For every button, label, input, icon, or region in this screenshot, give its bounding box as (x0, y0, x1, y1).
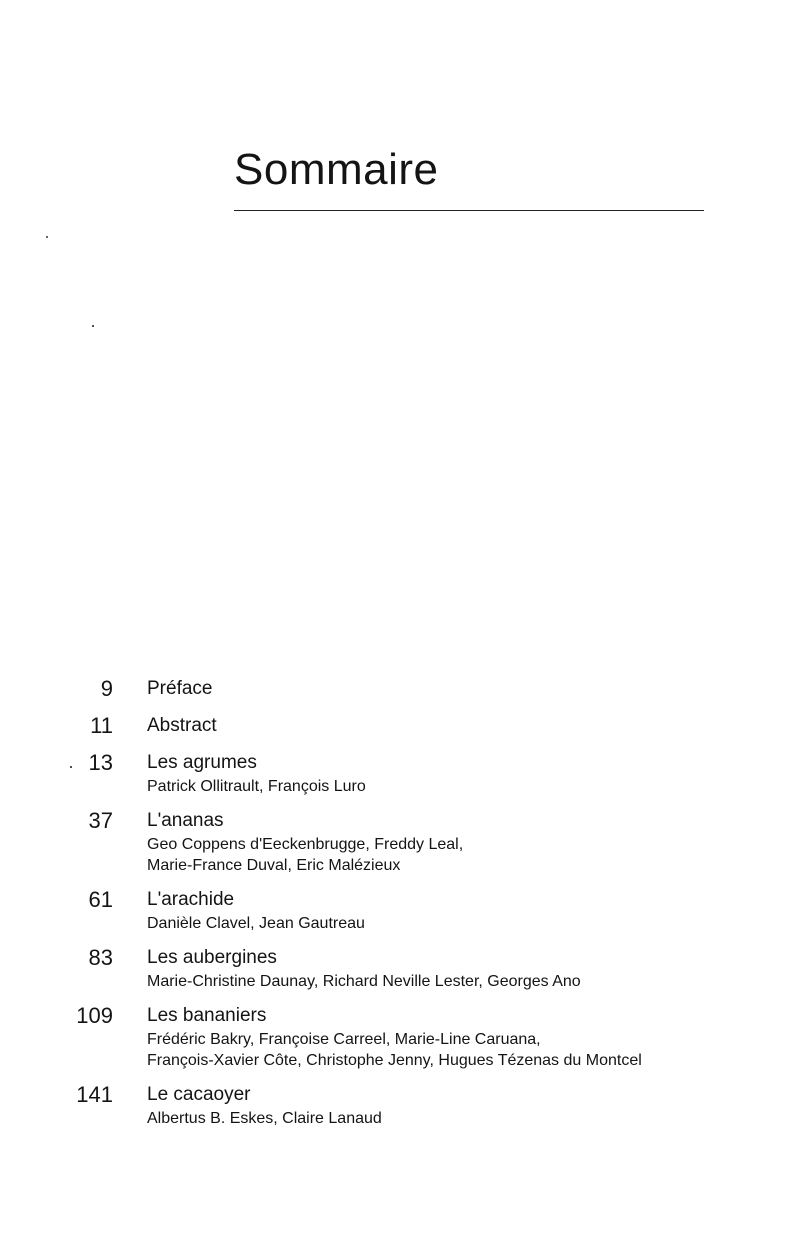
toc-entry (0, 750, 800, 797)
toc-page-number: 13 (88, 750, 113, 775)
toc-chapter-title: L'ananas (147, 810, 224, 831)
toc-chapter-title: Préface (147, 678, 213, 699)
toc-authors-line: Albertus B. Eskes, Claire Lanaud (147, 1110, 382, 1127)
toc-authors-line: Frédéric Bakry, Françoise Carreel, Marie-Line Caruana, (147, 1031, 541, 1048)
title-rule (234, 210, 704, 211)
toc-entry-body (147, 808, 800, 876)
table-of-contents (0, 676, 800, 1140)
toc-page-number: 9 (100, 676, 113, 701)
toc-authors-line: Marie-Christine Daunay, Richard Neville Lester, Georges Ano (147, 973, 581, 990)
toc-entry (0, 945, 800, 992)
toc-page-number: 37 (88, 808, 113, 833)
toc-entry-body (147, 1082, 800, 1129)
toc-entry-body (147, 750, 800, 797)
toc-page-number: 83 (88, 945, 113, 970)
toc-entry-body (147, 887, 800, 934)
scan-speck (46, 236, 48, 238)
toc-entry (0, 1003, 800, 1071)
toc-chapter-title: Les bananiers (147, 1005, 267, 1026)
page-title: Sommaire (234, 145, 439, 194)
toc-chapter-title: Les agrumes (147, 752, 257, 773)
toc-entry-body (147, 676, 800, 702)
scan-speck (92, 325, 94, 327)
toc-chapter-title: Les aubergines (147, 947, 277, 968)
toc-chapter-title: Abstract (147, 715, 217, 736)
toc-entry-body (147, 1003, 800, 1071)
toc-authors-line: François-Xavier Côte, Christophe Jenny, Hugues Tézenas du Montcel (147, 1052, 642, 1069)
toc-entry (0, 713, 800, 739)
toc-chapter-title: L'arachide (147, 889, 235, 910)
toc-entry (0, 808, 800, 876)
toc-page-number: 109 (76, 1003, 113, 1028)
toc-entry (0, 1082, 800, 1129)
toc-authors-line: Marie-France Duval, Eric Malézieux (147, 857, 401, 874)
toc-authors-line: Danièle Clavel, Jean Gautreau (147, 915, 365, 932)
toc-entry (0, 676, 800, 702)
toc-page-number: 61 (88, 887, 113, 912)
toc-entry (0, 887, 800, 934)
toc-entry-body (147, 945, 800, 992)
toc-entry-body (147, 713, 800, 739)
toc-authors-line: Patrick Ollitrault, François Luro (147, 778, 366, 795)
toc-chapter-title: Le cacaoyer (147, 1084, 251, 1105)
toc-page-number: 11 (90, 713, 113, 738)
toc-page-number: 141 (76, 1082, 113, 1107)
toc-authors-line: Geo Coppens d'Eeckenbrugge, Freddy Leal, (147, 836, 464, 853)
